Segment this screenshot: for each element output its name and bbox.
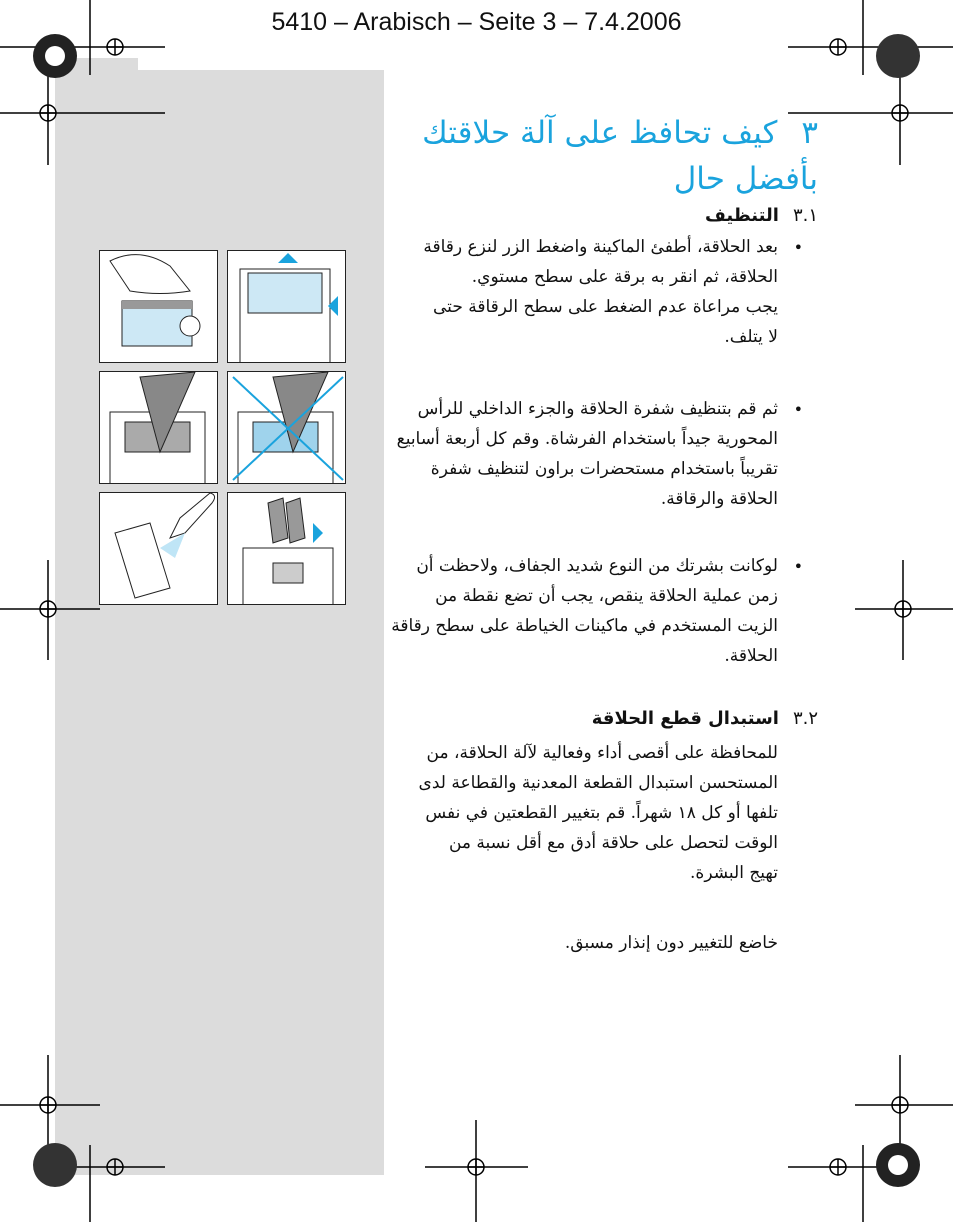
illustration-remove-foil [99, 250, 218, 363]
bullet-marker: • [793, 557, 803, 576]
subsection-heading-cleaning: ٣.١التنظيف [704, 205, 818, 226]
paragraph-clean-1: بعد الحلاقة، أطفئ الماكينة واضغط الزر لنزع رقاقة الحلاقة، ثم انقر به برقة على سطح مستوي. يجب مراعاة عدم الضغط على سطح الرقاقة حتى لا يتلف. [423, 237, 778, 347]
bullet-marker: • [793, 400, 803, 419]
section-title [398, 110, 818, 202]
page-header: 5410 – Arabisch – Seite 3 – 7.4.2006 [271, 8, 682, 36]
paragraph-clean-3: لوكانت بشرتك من النوع شديد الجفاف، ولاحظت أن زمن عملية الحلاقة ينقص، يجب أن تضع نقطة من الزيت المستخدم في ماكينات الخياطة على سطح رقاقة الحلاقة. [391, 556, 778, 666]
change-notice: خاضع للتغيير دون إنذار مسبق. [564, 933, 778, 953]
subsection-heading-replacement: ٣.٢استبدال قطع الحلاقة [591, 708, 818, 729]
title-line-2: بأفضل حال [673, 161, 818, 197]
illustration-oil-drop [99, 492, 218, 605]
illustration-foil-frame [227, 250, 346, 363]
bullet-marker: • [793, 238, 803, 257]
paragraph-replacement: للمحافظة على أقصى أداء وفعالية لآلة الحلاقة، من المستحسن استبدال القطعة المعدنية والقطاعة لدى تلفها أو كل ١٨ شهراً. قم بتغيير القطعتين في نفس الوقت لتحصل على حلاقة أدق مع أقل نسبة من تهيج البشرة. [418, 743, 778, 883]
paragraph-clean-2: ثم قم بتنظيف شفرة الحلاقة والجزء الداخلي للرأس المحورية جيداً باستخدام الفرشاة. وقم كل أربعة أسابيع تقريباً باستخدام مستحضرات براون لتنظيف شفرة الحلاقة والرقاقة. [396, 399, 778, 509]
title-number: ٣ [801, 115, 818, 151]
illustration-brush-clean [99, 371, 218, 484]
title-line-1: كيف تحافظ على آلة حلاقتك [422, 115, 778, 151]
illustration-replace-cutters [227, 492, 346, 605]
illustration-wrong-brush [227, 371, 346, 484]
